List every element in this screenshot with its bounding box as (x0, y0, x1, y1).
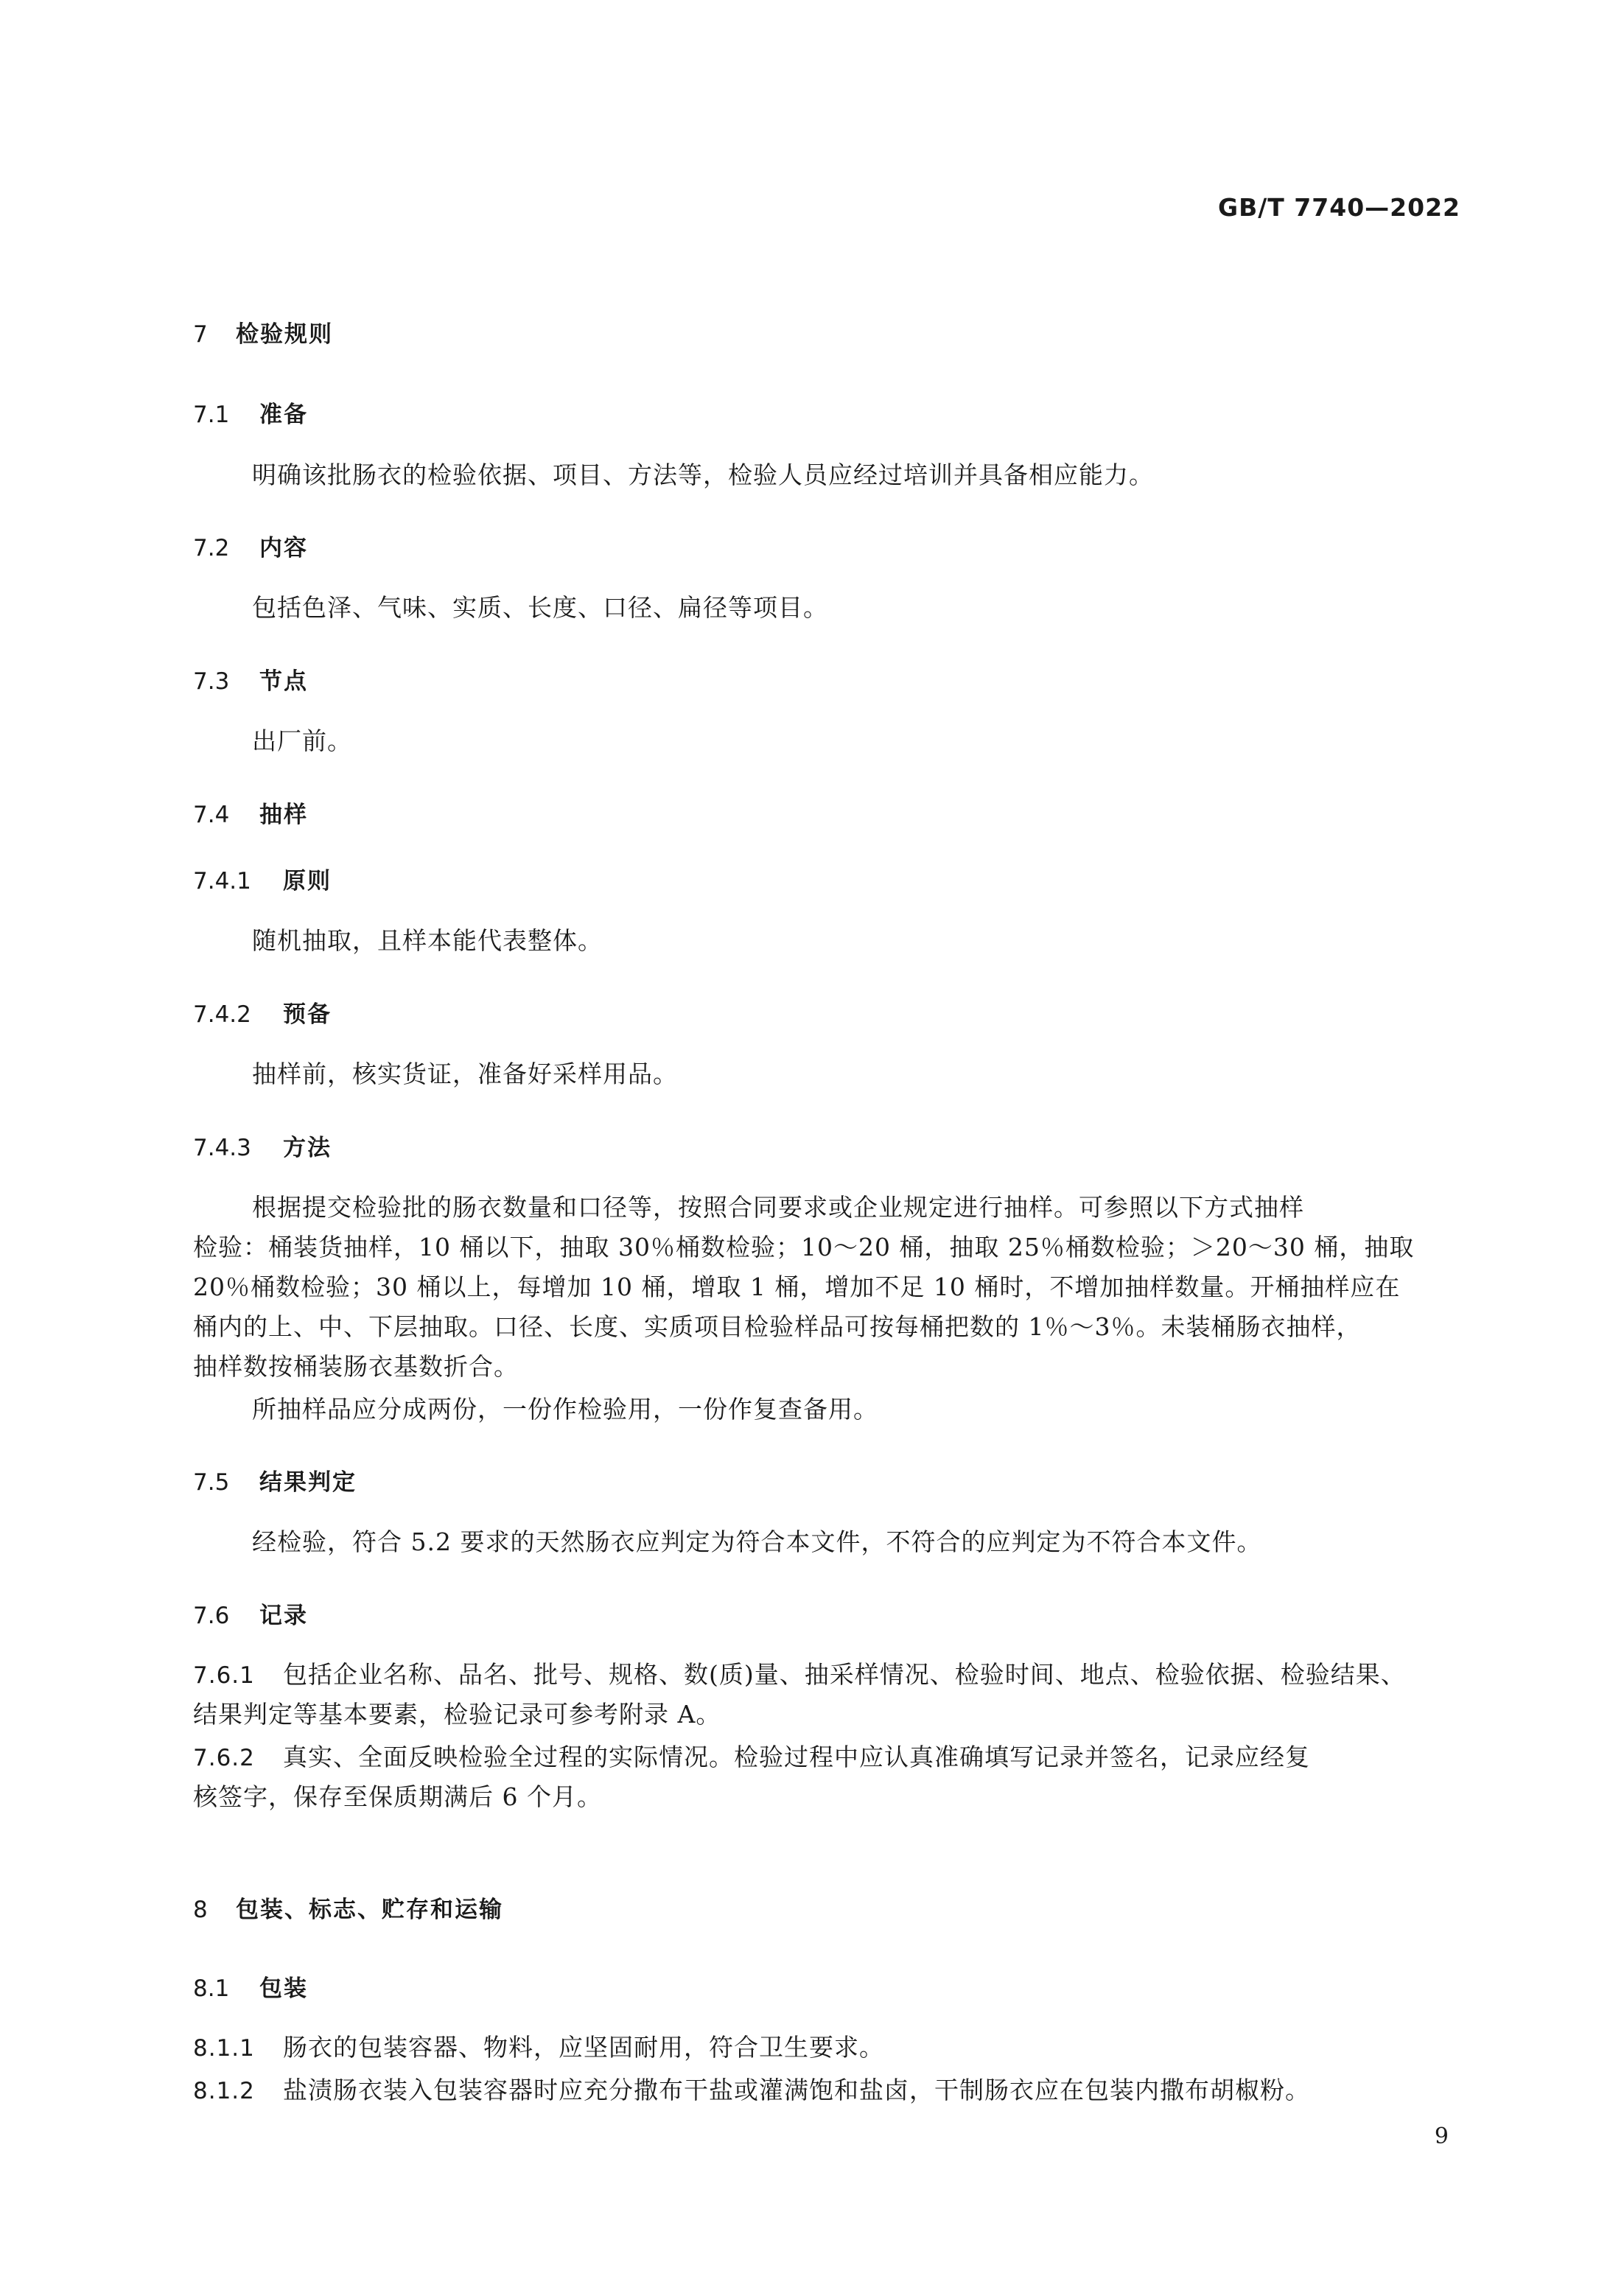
section-7-heading (193, 315, 333, 349)
section-8-heading (193, 1891, 503, 1924)
section-number: 7.3 (193, 668, 230, 695)
section-7-4-3-text-2: 所抽样品应分成两份，一份作检验用，一份作复查备用。 (252, 1395, 878, 1424)
section-number: 7.6 (193, 1603, 230, 1629)
section-title: 方法 (283, 1135, 332, 1161)
clause-text: 包括企业名称、品名、批号、规格、数(质)量、抽采样情况、检验时间、地点、检验依据、检验结果、 (283, 1660, 1406, 1689)
clause-number: 7.6.1 (193, 1662, 255, 1689)
page-number: 9 (1434, 2124, 1449, 2149)
clause-number: 8.1.1 (193, 2035, 255, 2062)
section-7-1-text: 明确该批肠衣的检验依据、项目、方法等，检验人员应经过培训并具备相应能力。 (252, 461, 1154, 489)
section-title: 抽样 (259, 802, 308, 828)
section-7-4-3-line-3: 20％桶数检验；30 桶以上，每增加 10 桶，增取 1 桶，增加不足 10 桶时，不增加抽样数量。开桶抽样应在 (193, 1272, 1401, 1301)
section-title: 准备 (259, 402, 308, 428)
section-number: 7.1 (193, 402, 230, 428)
section-7-4-heading (193, 796, 308, 829)
section-8-1-heading (193, 1970, 308, 2003)
section-number: 7.5 (193, 1469, 230, 1496)
section-7-4-3-line-2: 检验：桶装货抽样，10 桶以下，抽取 30％桶数检验；10～20 桶，抽取 25％桶数检验；＞20～30 桶，抽取 (193, 1233, 1415, 1261)
section-title: 结果判定 (259, 1469, 357, 1496)
section-7-4-3-line-4: 桶内的上、中、下层抽取。口径、长度、实质项目检验样品可按每桶把数的 1％～3％。未装桶肠衣抽样， (193, 1312, 1362, 1341)
clause-number: 8.1.2 (193, 2078, 255, 2104)
standard-code: GB/T 7740—2022 (1218, 193, 1460, 222)
section-7-6-1-line-2: 结果判定等基本要素，检验记录可参考附录 A。 (193, 1700, 721, 1729)
section-title: 记录 (259, 1603, 308, 1629)
section-7-4-2-text: 抽样前，核实货证，准备好采样用品。 (252, 1060, 678, 1088)
section-7-3-text: 出厂前。 (252, 727, 352, 755)
section-7-4-3-line-1: 根据提交检验批的肠衣数量和口径等，按照合同要求或企业规定进行抽样。可参照以下方式抽样 (252, 1193, 1304, 1222)
section-7-2-heading (193, 529, 308, 562)
section-7-6-heading (193, 1597, 308, 1630)
section-7-6-1-line-1 (193, 1655, 1460, 1695)
section-number: 7.4 (193, 802, 230, 828)
section-number: 8.1 (193, 1975, 230, 2002)
clause-number: 7.6.2 (193, 1745, 255, 1771)
section-number: 8 (193, 1897, 208, 1923)
clause-text: 盐渍肠衣装入包装容器时应充分撒布干盐或灌满饱和盐卤，干制肠衣应在包装内撒布胡椒粉。 (283, 2076, 1310, 2104)
section-7-4-1-heading (193, 862, 332, 895)
section-number: 7.4.1 (193, 868, 251, 895)
section-title: 原则 (283, 868, 332, 895)
section-7-4-3-line-5: 抽样数按桶装肠衣基数折合。 (193, 1352, 519, 1381)
section-number: 7 (193, 321, 208, 348)
section-7-5-text: 经检验，符合 5.2 要求的天然肠衣应判定为符合本文件，不符合的应判定为不符合本文件。 (252, 1527, 1262, 1556)
section-number: 7.4.3 (193, 1135, 251, 1161)
section-title: 包装 (259, 1975, 308, 2002)
section-7-6-2-line-1 (193, 1737, 1460, 1778)
section-number: 7.4.2 (193, 1001, 251, 1028)
clause-text: 肠衣的包装容器、物料，应坚固耐用，符合卫生要求。 (283, 2033, 884, 2062)
section-8-1-1-line (193, 2028, 1460, 2068)
section-7-4-1-text: 随机抽取，且样本能代表整体。 (252, 926, 603, 955)
section-title: 检验规则 (236, 321, 333, 348)
section-8-1-2-line (193, 2070, 1460, 2111)
section-number: 7.2 (193, 535, 230, 561)
section-7-2-text: 包括色泽、气味、实质、长度、口径、扁径等项目。 (252, 593, 828, 622)
section-title: 节点 (259, 668, 308, 695)
section-7-1-heading (193, 396, 308, 429)
section-7-4-3-heading (193, 1129, 332, 1162)
section-7-4-2-heading (193, 995, 332, 1029)
section-title: 内容 (259, 535, 308, 561)
section-title: 包装、标志、贮存和运输 (236, 1897, 503, 1923)
section-7-6-2-line-2: 核签字，保存至保质期满后 6 个月。 (193, 1782, 602, 1811)
section-7-3-heading (193, 662, 308, 696)
clause-text: 真实、全面反映检验全过程的实际情况。检验过程中应认真准确填写记录并签名，记录应经复 (283, 1743, 1310, 1771)
section-title: 预备 (283, 1001, 332, 1028)
section-7-5-heading (193, 1463, 357, 1496)
